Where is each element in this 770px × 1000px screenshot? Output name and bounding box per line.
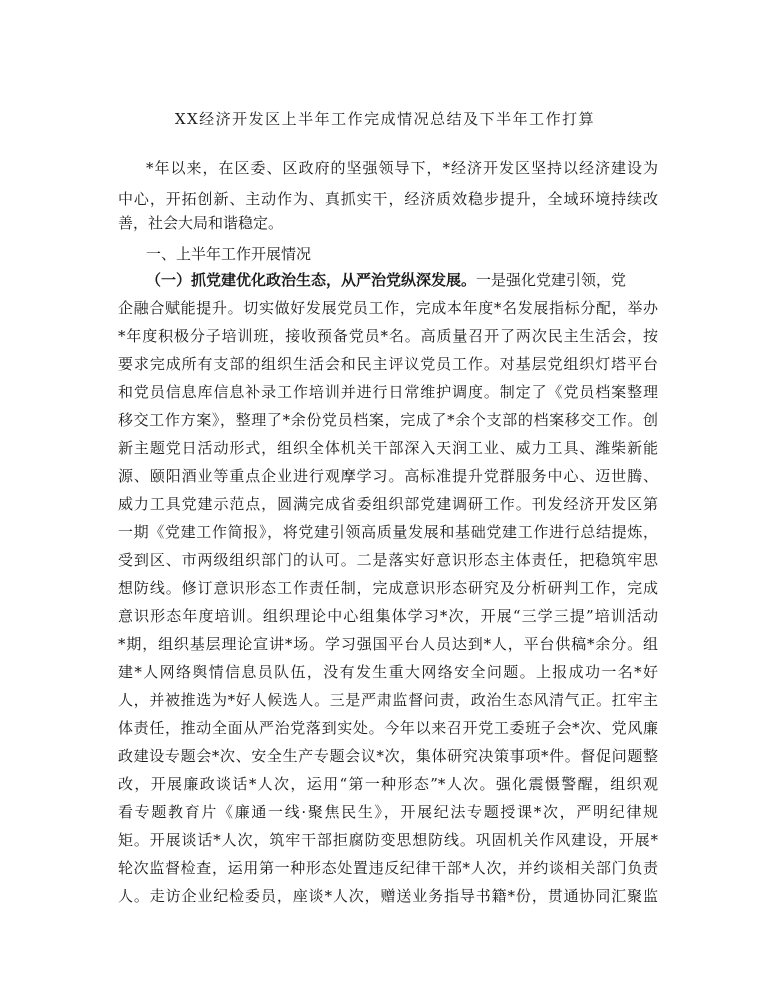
paragraph-line: 人，并被推选为*好人候选人。三是严肃监督问责，政治生态风清气正。扛牢主 xyxy=(118,691,658,709)
paragraph-line: 想防线。修订意识形态工作责任制，完成意识形态研究及分析研判工作，完成 xyxy=(118,579,658,597)
paragraph-line xyxy=(146,270,658,290)
paragraph-line: *期，组织基层理论宣讲*场。学习强国平台人员达到*人，平台供稿*余分。组 xyxy=(118,635,658,653)
paragraph-line: 看专题教育片《廉通一线·聚焦民生》，开展纪法专题授课*次，严明纪律规 xyxy=(118,803,658,821)
paragraph-line: 政建设专题会*次、安全生产专题会议*次，集体研究决策事项*件。督促问题整 xyxy=(118,747,658,765)
paragraph-line: 体责任，推动全面从严治党落到实处。今年以来召开党工委班子会*次、党风廉 xyxy=(118,719,658,737)
paragraph-line: 威力工具党建示范点，圆满完成省委组织部党建调研工作。刊发经济开发区第 xyxy=(118,495,658,513)
document-title: XX经济开发区上半年工作完成情况总结及下半年工作打算 xyxy=(174,110,596,128)
paragraph-line: 意识形态年度培训。组织理论中心组集体学习*次，开展“三学三提”培训活动 xyxy=(118,607,658,625)
paragraph-line: 新主题党日活动形式，组织全体机关干部深入天润工业、威力工具、潍柴新能 xyxy=(118,439,658,457)
paragraph-line: 源、颐阳酒业等重点企业进行观摩学习。高标准提升党群服务中心、迈世腾、 xyxy=(118,467,658,485)
paragraph-line: 善，社会大局和谐稳定。 xyxy=(118,214,284,232)
paragraph-line: *年以来，在区委、区政府的坚强领导下，*经济开发区坚持以经济建设为 xyxy=(146,159,658,177)
paragraph-line: 受到区、市两级组织部门的认可。二是落实好意识形态主体责任，把稳筑牢思 xyxy=(118,551,658,569)
paragraph-line: 建*人网络舆情信息员队伍，没有发生重大网络安全问题。上报成功一名*好 xyxy=(118,663,658,681)
paragraph-line: 和党员信息库信息补录工作培训并进行日常维护调度。制定了《党员档案整理 xyxy=(118,383,658,401)
paragraph-line: 矩。开展谈话*人次，筑牢干部拒腐防变思想防线。巩固机关作风建设，开展* xyxy=(118,831,658,849)
paragraph-text: 一是强化党建引领，党 xyxy=(476,271,627,289)
section-heading: 一、上半年工作开展情况 xyxy=(146,245,312,263)
paragraph-line: 要求完成所有支部的组织生活会和民主评议党员工作。对基层党组织灯塔平台 xyxy=(118,355,658,373)
paragraph-line: 中心，开拓创新、主动作为、真抓实干，经济质效稳步提升，全域环境持续改 xyxy=(118,190,658,208)
paragraph-line: 移交工作方案》，整理了*余份党员档案，完成了*余个支部的档案移交工作。创 xyxy=(118,411,658,429)
paragraph-line: 一期《党建工作简报》，将党建引领高质量发展和基础党建工作进行总结提炼， xyxy=(118,523,658,541)
paragraph-line: 企融合赋能提升。切实做好发展党员工作，完成本年度*名发展指标分配，举办 xyxy=(118,299,658,317)
paragraph-line: 人。走访企业纪检委员，座谈*人次，赠送业务指导书籍*份，贯通协同汇聚监 xyxy=(118,887,658,905)
paragraph-line: 改，开展廉政谈话*人次，运用“第一种形态”*人次。强化震慑警醒，组织观 xyxy=(118,775,658,793)
paragraph-line: 轮次监督检查，运用第一种形态处置违反纪律干部*人次，并约谈相关部门负责 xyxy=(118,859,658,877)
subsection-heading: （一）抓党建优化政治生态，从严治党纵深发展。 xyxy=(146,271,477,289)
paragraph-line: *年度积极分子培训班，接收预备党员*名。高质量召开了两次民主生活会，按 xyxy=(118,327,658,345)
